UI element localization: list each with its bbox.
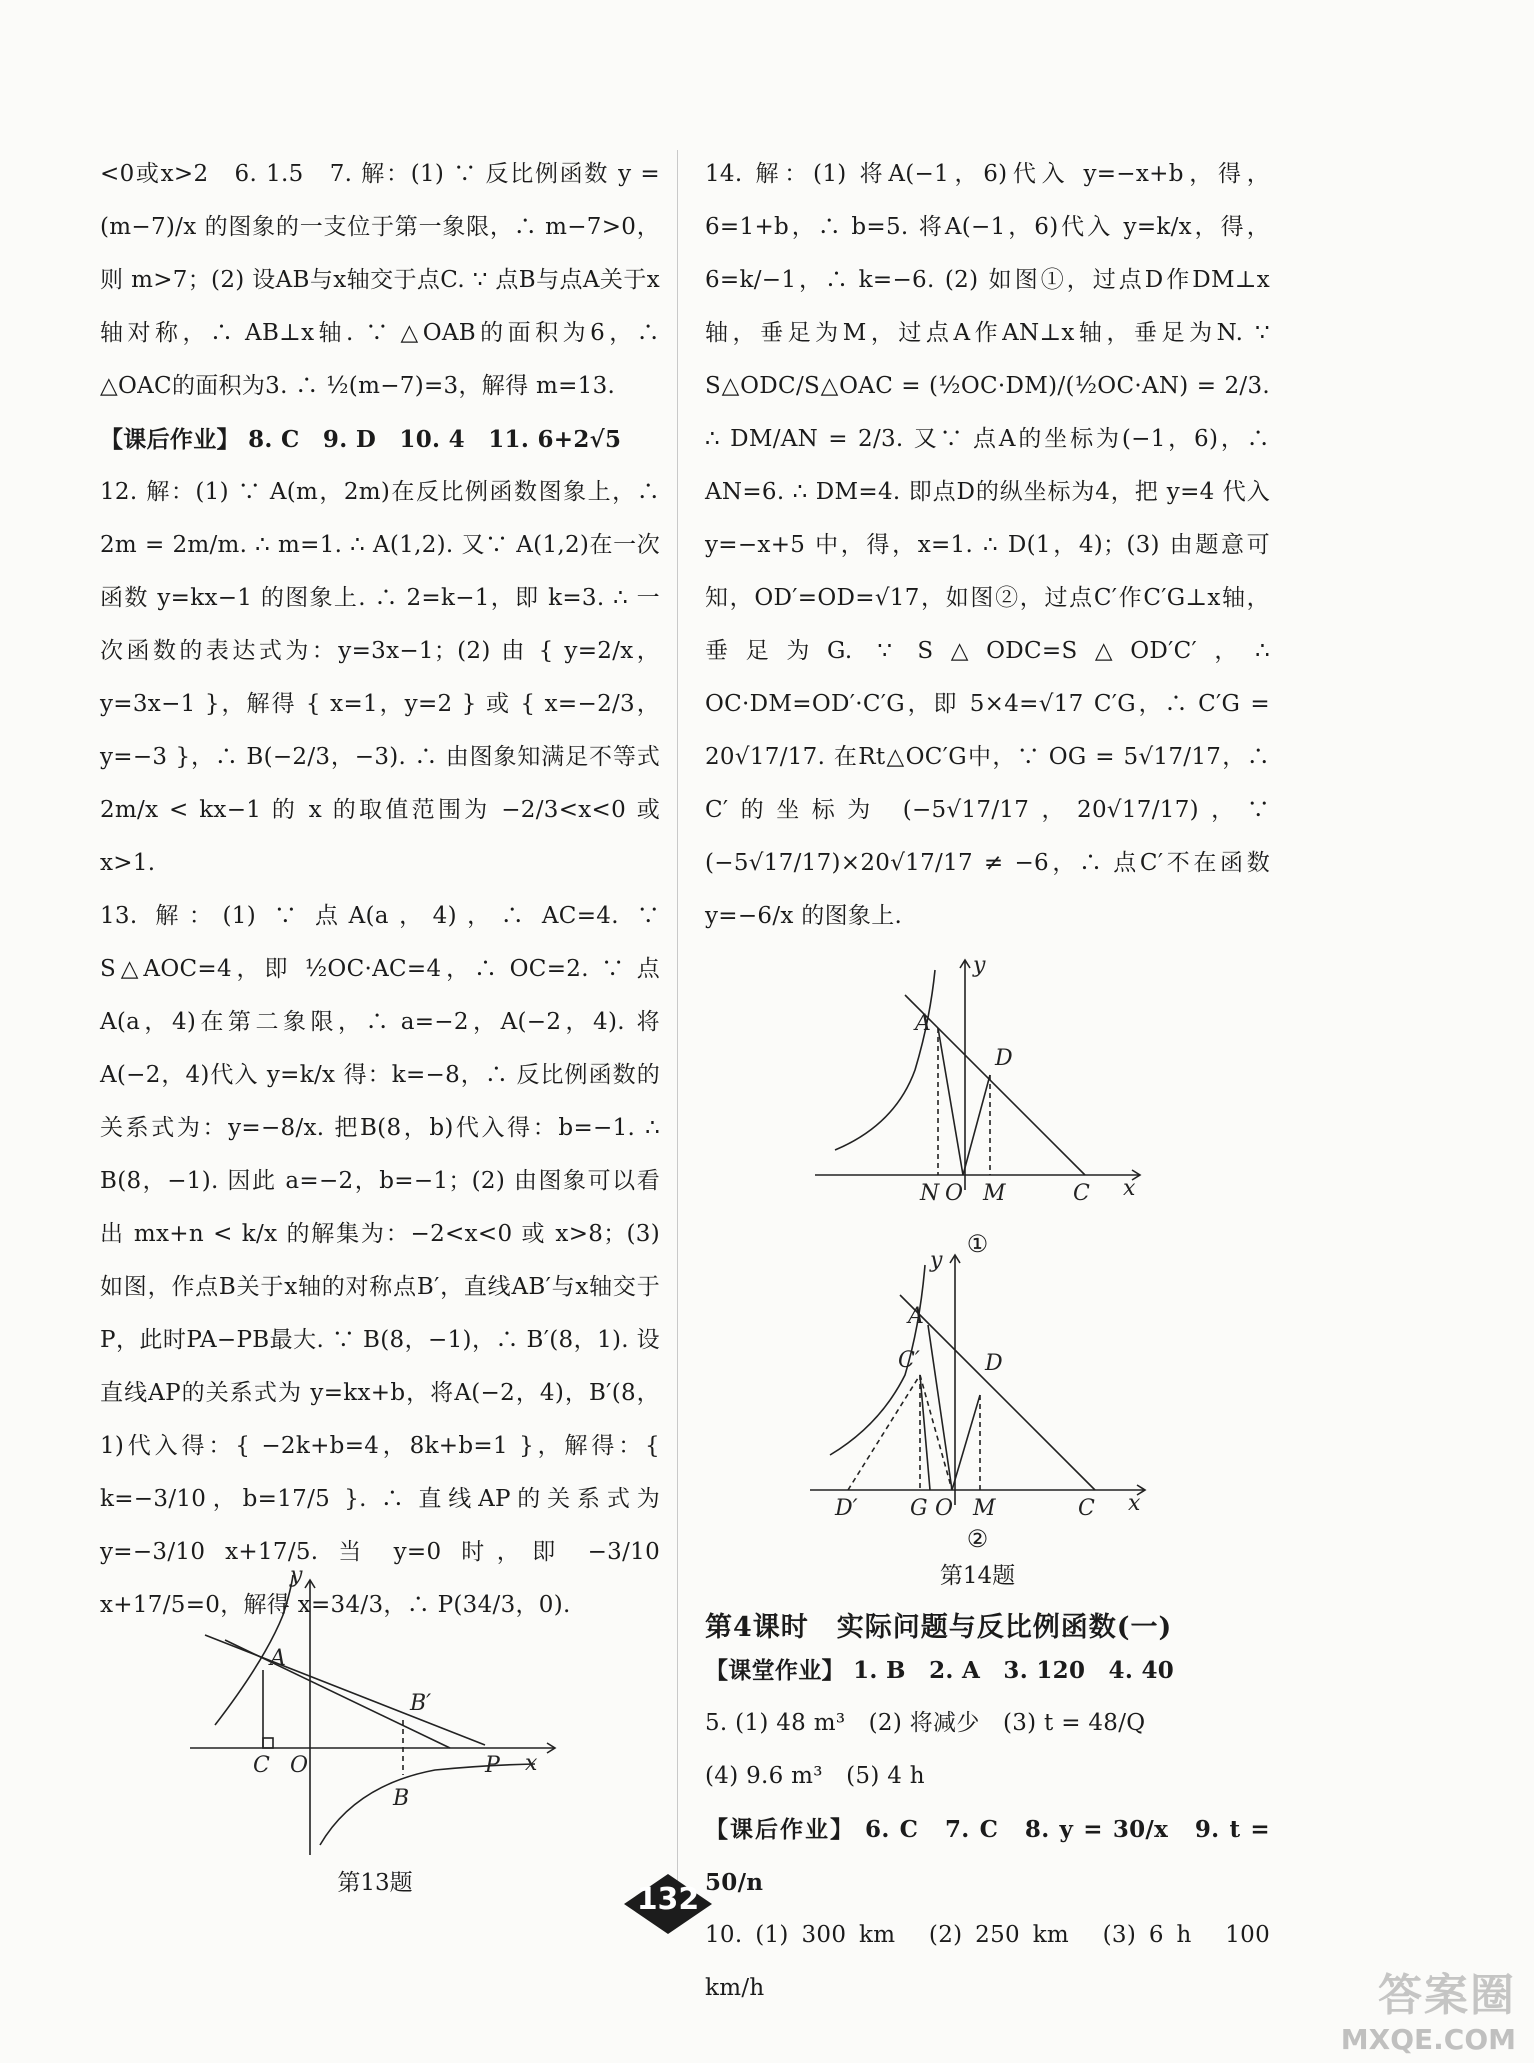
figure-14-1 [805,950,1150,1260]
label-g: G [910,1496,928,1521]
figure-14-1-graph [805,950,1150,1230]
label-m: M [983,1181,1006,1206]
watermark-url: MXQE.COM [1340,2023,1516,2056]
label-a: A [270,1646,286,1671]
label-o: O [945,1181,964,1206]
label-o: O [935,1496,954,1521]
segment-od [963,1075,990,1175]
label-x: x [1123,1176,1136,1201]
answer-paragraph: 14. 解：(1) 将A(−1，6)代入 y=−x+b，得，6=1+b，∴ b=5. 将A(−1，6)代入 y=k/x，得，6=k/−1，∴ k=−6. (2) 如图①，过点D作DM⊥x轴，垂足为M，过点A作AN⊥x轴，垂足为N. ∵ S△ODC/S△OAC = (½OC·DM)/(½OC·AN) = 2/3. ∴ DM/AN = 2/3. 又∵ 点A的坐标为(−1，6)，∴ AN=6. ∴ DM=4. 即点D的纵坐标为4，把 y=4 代入 y=−x+5 中，得，x=1. ∴ D(1，4)；(3) 由题意可知，OD′=OD=√17，如图②，过点C′作C′G⊥x轴，垂足为G. ∵ S△ODC=S△OD′C′，∴ OC·DM=OD′·C′G，即 5×4=√17 C′G，∴ C′G = 20√17/17. 在Rt△OC′G中，∵ OG = 5√17/17，∴ C′的坐标为 (−5√17/17，20√17/17)，∵ (−5√17/17)×20√17/17 ≠ −6，∴ 点C′不在函数 y=−6/x 的图象上. [705,161,1270,929]
label-a: A [915,1011,931,1036]
right-angle-mark [263,1738,273,1748]
classwork-answers: 【课堂作业】 1. B 2. A 3. 120 4. 40 [705,1657,1175,1684]
lesson-4-section [705,1605,1270,2015]
label-d-prime: D′ [835,1496,858,1521]
label-a: A [908,1304,924,1329]
homework-answers: 【课后作业】 6. C 7. C 8. y = 30/x 9. t = 50/n [705,1816,1270,1896]
right-column [705,148,1270,943]
homework-answers: 【课后作业】 8. C 9. D 10. 4 11. 6+2√5 [100,426,622,453]
figure-14-2 [800,1245,1155,1589]
label-p: P [485,1753,500,1778]
label-y: y [930,1248,943,1273]
figure-14-1-number: ① [966,1230,989,1258]
answer-line: 10. (1) 300 km (2) 250 km (3) 6 h 100 km/h [705,1922,1270,2001]
label-x: x [1128,1491,1141,1516]
label-b-prime: B′ [410,1691,432,1716]
hyperbola-branch-right [320,1764,535,1845]
figure-13 [185,1560,565,1896]
label-d: D [995,1046,1013,1071]
line-ac [900,1295,1095,1490]
segment-od [952,1395,980,1490]
page-number: 132 [636,1882,700,1917]
hyperbola-branch [835,970,935,1150]
answer-line: 5. (1) 48 m³ (2) 将减少 (3) t = 48/Q [705,1710,1146,1736]
segment-oc-prime [920,1375,930,1490]
watermark-logo: 答案圈 [1378,1970,1516,2021]
label-y: y [973,953,986,978]
answer-paragraph: 12. 解：(1) ∵ A(m，2m)在反比例函数图象上，∴ 2m = 2m/m. ∴ m=1. ∴ A(1,2). 又∵ A(1,2)在一次函数 y=kx−1 的图象上. ∴ 2=k−1，即 k=3. ∴ 一次函数的表达式为：y=3x−1；(2) 由 { y=2/x，y=3x−1 }，解得 { x=1，y=2 } 或 { x=−2/3，y=−3 }，∴ B(−2/3，−3). ∴ 由图象知满足不等式 2m/x < kx−1 的 x 的取值范围为 −2/3<x<0 或 x>1. [100,479,660,876]
label-c: C [1073,1181,1090,1206]
figure-14-caption: 第14题 [939,1563,1016,1589]
label-c: C [253,1753,270,1778]
answer-paragraph: <0或x>2 6. 1.5 7. 解：(1) ∵ 反比例函数 y = (m−7)/x 的图象的一支位于第一象限，∴ m−7>0，则 m>7；(2) 设AB与x轴交于点C. ∵ 点B与点A关于x轴对称，∴ AB⊥x轴. ∵ △OAB的面积为6，∴ △OAC的面积为3. ∴ ½(m−7)=3，解得 m=13. [100,161,660,399]
label-o: O [290,1753,309,1778]
left-column [100,148,660,1632]
figure-14-2-graph [800,1245,1155,1525]
label-m: M [973,1496,996,1521]
figure-13-caption: 第13题 [337,1870,413,1896]
label-x: x [525,1751,538,1776]
label-n: N [920,1181,940,1206]
segment-oa [928,1325,952,1490]
figure-13-graph [185,1560,565,1860]
column-divider [677,150,678,1890]
line-ac [905,995,1085,1175]
label-c: C [1078,1496,1095,1521]
answer-paragraph: 13. 解：(1) ∵ 点A(a，4)，∴ AC=4. ∵ S△AOC=4，即 ½OC·AC=4，∴ OC=2. ∵ 点A(a，4)在第二象限，∴ a=−2，A(−2，4). 将A(−2，4)代入 y=k/x 得：k=−8，∴ 反比例函数的关系式为：y=−8/x. 把B(8，b)代入得：b=−1. ∴ B(8，−1). 因此 a=−2，b=−1；(2) 由图象可以看出 mx+n < k/x 的解集为：−2<x<0 或 x>8；(3) 如图，作点B关于x轴的对称点B′，直线AB′与x轴交于P，此时PA−PB最大. ∵ B(8，−1)，∴ B′(8，1). 设直线AP的关系式为 y=kx+b，将A(−2，4)，B′(8，1)代入得：{ −2k+b=4，8k+b=1 }，解得：{ k=−3/10，b=17/5 }. ∴ 直线AP的关系式为 y=−3/10 x+17/5. 当 y=0 时，即 −3/10 x+17/5=0，解得 x=34/3，∴ P(34/3，0). [100,903,660,1618]
label-y: y [290,1563,303,1588]
label-b: B [393,1786,410,1811]
figure-14-2-number: ② [966,1525,989,1553]
label-d: D [985,1351,1003,1376]
label-c-prime: C′ [898,1348,920,1373]
section-title: 第4课时 实际问题与反比例函数(一) [705,1612,1173,1643]
answer-line: (4) 9.6 m³ (5) 4 h [705,1763,925,1789]
segment-d-prime-c-prime [848,1375,920,1490]
watermark [1286,1959,1516,2056]
line-ab [205,1635,485,1745]
page-number-badge [622,1872,714,1936]
